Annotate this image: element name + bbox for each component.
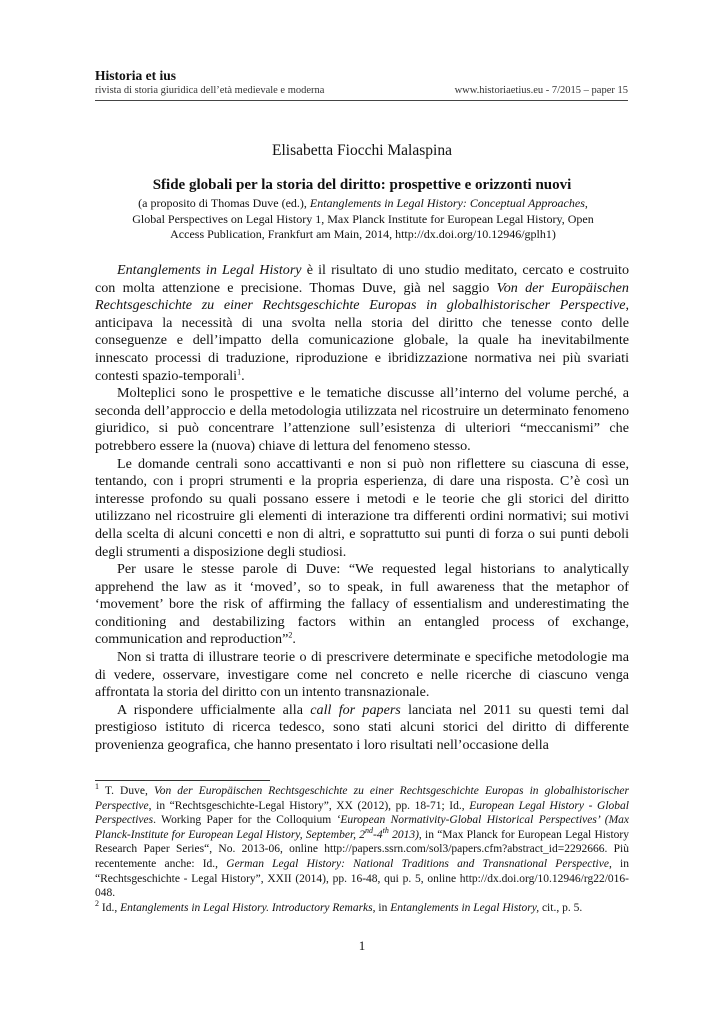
fn2-d: Entanglements in Legal History, <box>390 901 540 914</box>
review-reference <box>130 196 596 243</box>
footnote-2-number: 2 <box>95 898 99 908</box>
paragraph-1 <box>95 262 629 385</box>
fn1-m: , in “Rechtsgeschichte - Legal History”, XXII (2014), pp. 16-48, qui p. 5, online http://dx.doi.org/10.12946/rg22/016-048. <box>95 857 629 900</box>
fn2-b: Entanglements in Legal History. Introductory Remarks <box>120 901 373 914</box>
footnotes <box>95 784 629 915</box>
ref-book-title: Entanglements in Legal History: Conceptual Approaches <box>309 196 585 210</box>
paragraph-4 <box>95 561 629 649</box>
ref-pre: (a proposito di Thomas Duve (ed.), <box>138 196 310 210</box>
paragraph-2: Molteplici sono le prospettive e le tematiche discusse all’interno del volume perché, a seconda dell’approccio e della metodologia utilizzata nel ricostruire un determinato fenomeno giuridico, si può concentrare l’attenzione sull’esistenza di ulteriori “meccanismi” che potrebbero essere la (nuova) chiave di lettura del fenomeno stesso. <box>95 385 629 454</box>
footnote-ref-1[interactable]: 1 <box>237 366 242 376</box>
p6-italic-b: call for papers <box>310 701 401 718</box>
fn1-b: Von der Europäischen Rechtsgeschichte zu einer Rechtsgeschichte Europas in globalhistorischer Perspective <box>95 785 630 812</box>
fn1-k: , in “Max Planck for European Legal History Research Paper Series“, No. 2013-06, online http://papers.ssrn.com/sol3/papers.cfm?abstract_id=2292666. Più recentemente anche: Id., <box>95 828 629 870</box>
fn1-f: ‘European Normativity-Global Historical Perspectives’ (Max Planck-Institute for European Legal History, September, 2 <box>95 814 630 841</box>
p1-text-d: , anticipava la necessità di una svolta nella storia del diritto che tenesse conto delle conseguenze e dell’impatto della comunicazione globale, la quale ha inevitabilmente innescato processi di traduzione, riproduzione e ibridizzazione normativa nei più svariati contesti spazio-temporali <box>95 297 629 384</box>
journal-title: Historia et ius <box>95 68 176 83</box>
header-rule <box>95 100 628 101</box>
paragraph-3: Le domande centrali sono accattivanti e non si può non riflettere su ciascuna di esse, tentando, con i propri strumenti e la propria esperienza, di dare una risposta. C’è così un interesse profondo su quali possano essere i metodi e le teorie che gli storici del diritto utilizzano nel ricostruire gli elementi di interazione tra differenti ordini normativi; sui motivi della scelta di alcuni concetti e non di altri, e soprattutto sui punti di forza o sui punti deboli degli strumenti a disposizione degli studiosi. <box>95 455 629 560</box>
paragraph-6 <box>95 702 629 755</box>
page-number: 1 <box>358 938 366 953</box>
fn1-j: 2013) <box>388 828 419 841</box>
footnote-1 <box>95 784 629 901</box>
footnote-2 <box>95 898 629 916</box>
p1-italic-a: Entanglements in Legal History <box>117 262 302 278</box>
footnote-rule <box>95 780 270 781</box>
footnote-1-number: 1 <box>95 782 99 792</box>
author-name: Elisabetta Fiocchi Malaspina <box>272 142 452 159</box>
fn1-e: . Working Paper for the Colloquium <box>153 814 337 827</box>
fn2-e: cit., p. 5. <box>539 901 583 914</box>
journal-subtitle: rivista di storia giuridica dell’età medievale e moderna <box>95 85 325 96</box>
fn2-c: , in <box>372 901 391 914</box>
ref-post: , Global Perspectives on Legal History 1, Max Planck Institute for European Legal History, Open Access Publication, Frankfurt am Main, 2014, http://dx.doi.org/10.12946/gplh1) <box>132 196 594 241</box>
article-title: Sfide globali per la storia del diritto: prospettive e orizzonti nuovi <box>152 177 572 193</box>
footnote-ref-2[interactable]: 2 <box>288 630 293 640</box>
p1-italic-c: Von der Europäischen Rechtsgeschichte zu einer Rechtsgeschichte Europas in globalhistorischer Perspective <box>95 279 629 314</box>
fn1-h: -4 <box>373 828 383 841</box>
fn1-i: th <box>382 825 389 835</box>
fn1-d: European Legal History - Global Perspectives <box>95 799 629 827</box>
fn2-a: Id., <box>99 901 121 914</box>
p4-text-a: Per usare le stesse parole di Duve: “We requested legal historians to analytically apprehend the law as it ‘moved’, so to speak, in full awareness that the metaphor of ‘movement’ bore the risk of affirming the fallacy of essentialism and underestimating the conditioning and destabilizing factors within an entangled process of exchange, communication and reproduction” <box>95 561 629 648</box>
fn1-g: nd <box>365 825 374 835</box>
p1-text-b: è il risultato di uno studio meditato, cercato e costruito con molta attenzione e precisione. Thomas Duve, già nel saggio <box>95 262 629 296</box>
fn1-l: German Legal History: National Traditions and Transnational Perspective <box>226 857 609 870</box>
journal-url-issue: www.historiaetius.eu - 7/2015 – paper 15 <box>454 85 628 96</box>
p4-text-b: . <box>292 631 296 648</box>
fn1-c: , in “Rechtsgeschichte-Legal History”, XX (2012), pp. 18-71; Id., <box>148 799 470 812</box>
p6-text-a: A rispondere ufficialmente alla <box>117 701 311 718</box>
p6-text-c: lanciata nel 2011 su questi temi dal prestigioso istituto di ricerca tedesco, sono stati alcuni storici del diritto di differente provenienza geografica, che hanno presentato i loro risultati nell’occasione della <box>95 701 629 754</box>
body-text <box>95 262 629 755</box>
p1-text-e: . <box>241 367 245 384</box>
fn1-a: T. Duve, <box>99 785 154 797</box>
paragraph-5: Non si tratta di illustrare teorie o di prescrivere determinate e specifiche metodologie ma di vedere, osservare, investigare come nel concreto e nelle ricerche di ciascuno venga affrontata la storia del diritto con un intento transnazionale. <box>95 649 629 701</box>
